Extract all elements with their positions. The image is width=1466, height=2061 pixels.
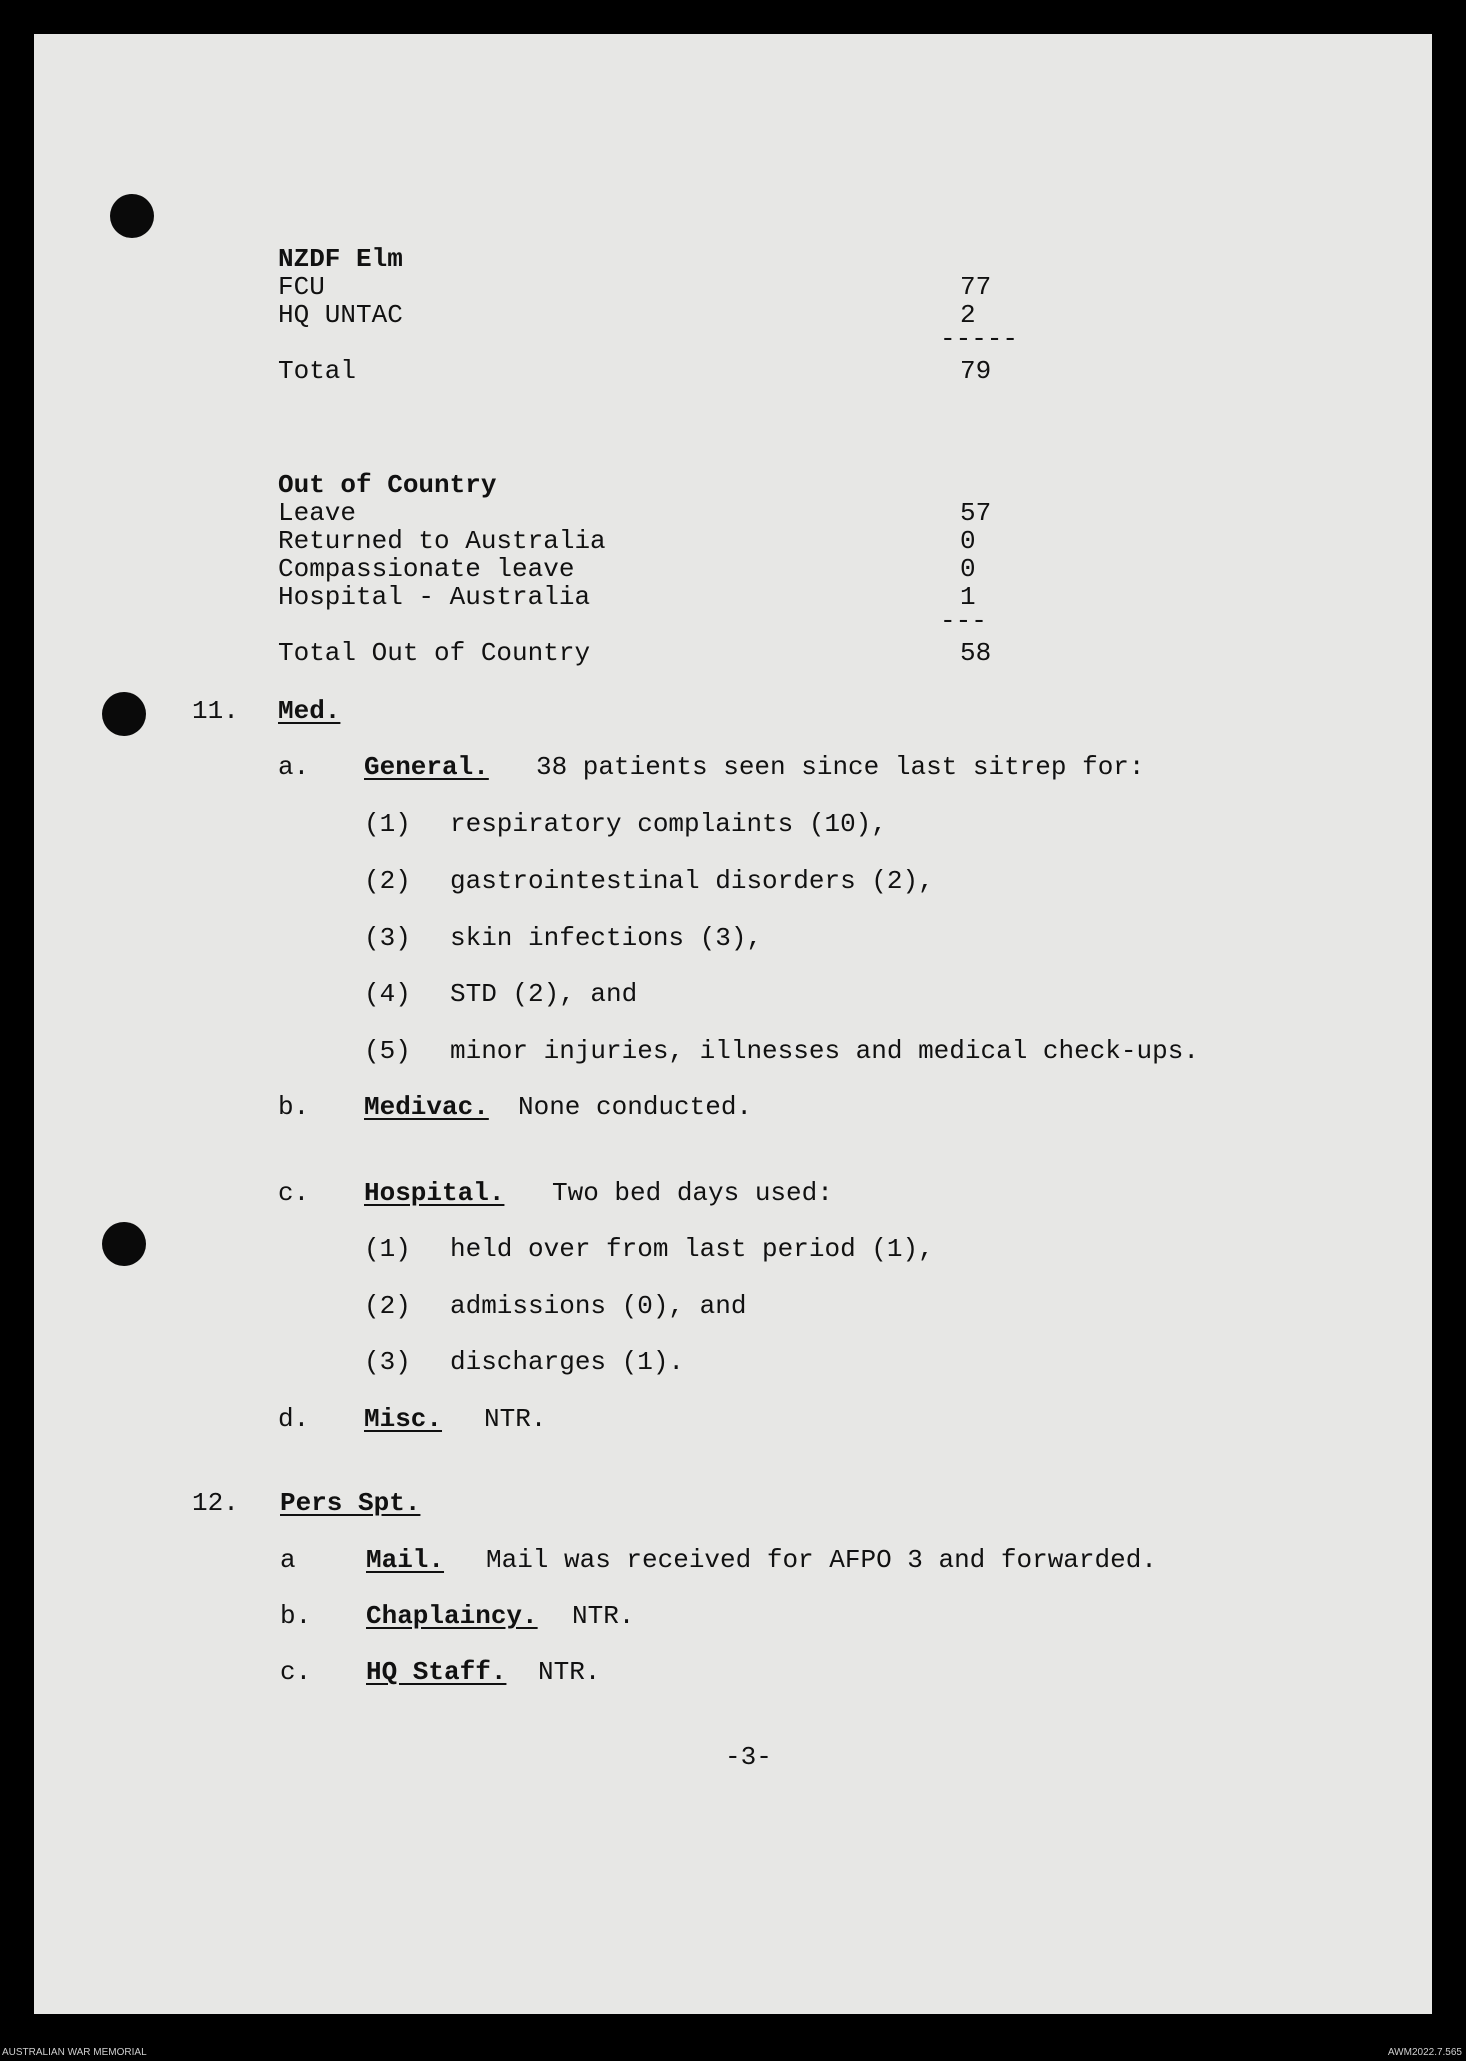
subpara-text: respiratory complaints (10), (450, 809, 887, 839)
nzdf-total-label: Total (278, 356, 357, 386)
document-page (34, 34, 1432, 2014)
para-title: Mail. (366, 1545, 445, 1575)
para-text: Two bed days used: (552, 1178, 833, 1208)
para-letter: c. (280, 1657, 312, 1687)
para-letter: d. (278, 1404, 310, 1434)
subpara-text: STD (2), and (450, 979, 638, 1009)
footer-right: AWM2022.7.565 (1387, 2047, 1462, 2058)
subpara-text: gastrointestinal disorders (2), (450, 866, 934, 896)
para-title: Misc. (364, 1404, 443, 1434)
subpara-number: (4) (364, 979, 411, 1009)
para-title: Chaplaincy. (366, 1601, 538, 1631)
subpara-text: admissions (0), and (450, 1291, 747, 1321)
ooc-row-label: Compassionate leave (278, 554, 575, 584)
footer-left: AUSTRALIAN WAR MEMORIAL (2, 2047, 147, 2058)
para-title: Hospital. (364, 1178, 505, 1208)
para-text: NTR. (538, 1657, 601, 1687)
para-letter: c. (278, 1178, 310, 1208)
subpara-text: held over from last period (1), (450, 1234, 934, 1264)
nzdf-row-value: 2 (960, 300, 976, 330)
section-number: 11. (192, 696, 239, 726)
para-letter: a (280, 1545, 296, 1575)
subpara-number: (1) (364, 809, 411, 839)
para-text: Mail was received for AFPO 3 and forwarded. (486, 1545, 1157, 1575)
ooc-total-label: Total Out of Country (278, 638, 591, 668)
subpara-number: (3) (364, 1347, 411, 1377)
para-letter: a. (278, 752, 310, 782)
punch-hole (110, 194, 154, 238)
section-title: Med. (278, 696, 341, 726)
para-text: NTR. (572, 1601, 635, 1631)
para-letter: b. (280, 1601, 312, 1631)
ooc-row-value: 1 (960, 582, 976, 612)
para-text: 38 patients seen since last sitrep for: (536, 752, 1145, 782)
subpara-number: (2) (364, 866, 411, 896)
out-of-country-heading: Out of Country (278, 470, 497, 500)
section-title: Pers Spt. (280, 1488, 421, 1518)
ooc-row-value: 0 (960, 526, 976, 556)
subpara-number: (1) (364, 1234, 411, 1264)
para-letter: b. (278, 1092, 310, 1122)
nzdf-total-rule: ----- (940, 324, 1019, 354)
ooc-row-label: Returned to Australia (278, 526, 606, 556)
subpara-number: (5) (364, 1036, 411, 1066)
para-title: HQ Staff. (366, 1657, 507, 1687)
subpara-text: skin infections (3), (450, 923, 763, 953)
nzdf-row-label: HQ UNTAC (278, 300, 403, 330)
ooc-row-value: 57 (960, 498, 992, 528)
ooc-total-rule: --- (940, 606, 987, 636)
para-title: Medivac. (364, 1092, 489, 1122)
nzdf-heading: NZDF Elm (278, 244, 403, 274)
subpara-number: (2) (364, 1291, 411, 1321)
nzdf-total-value: 79 (960, 356, 992, 386)
ooc-row-label: Leave (278, 498, 357, 528)
para-text: NTR. (484, 1404, 547, 1434)
nzdf-row-label: FCU (278, 272, 325, 302)
para-text: None conducted. (518, 1092, 753, 1122)
page-number: -3- (725, 1742, 772, 1772)
ooc-row-value: 0 (960, 554, 976, 584)
subpara-number: (3) (364, 923, 411, 953)
ooc-total-value: 58 (960, 638, 992, 668)
section-number: 12. (192, 1488, 239, 1518)
para-title: General. (364, 752, 489, 782)
ooc-row-label: Hospital - Australia (278, 582, 591, 612)
subpara-text: discharges (1). (450, 1347, 685, 1377)
punch-hole (102, 1222, 146, 1266)
subpara-text: minor injuries, illnesses and medical check-ups. (450, 1036, 1199, 1066)
nzdf-row-value: 77 (960, 272, 992, 302)
punch-hole (102, 692, 146, 736)
